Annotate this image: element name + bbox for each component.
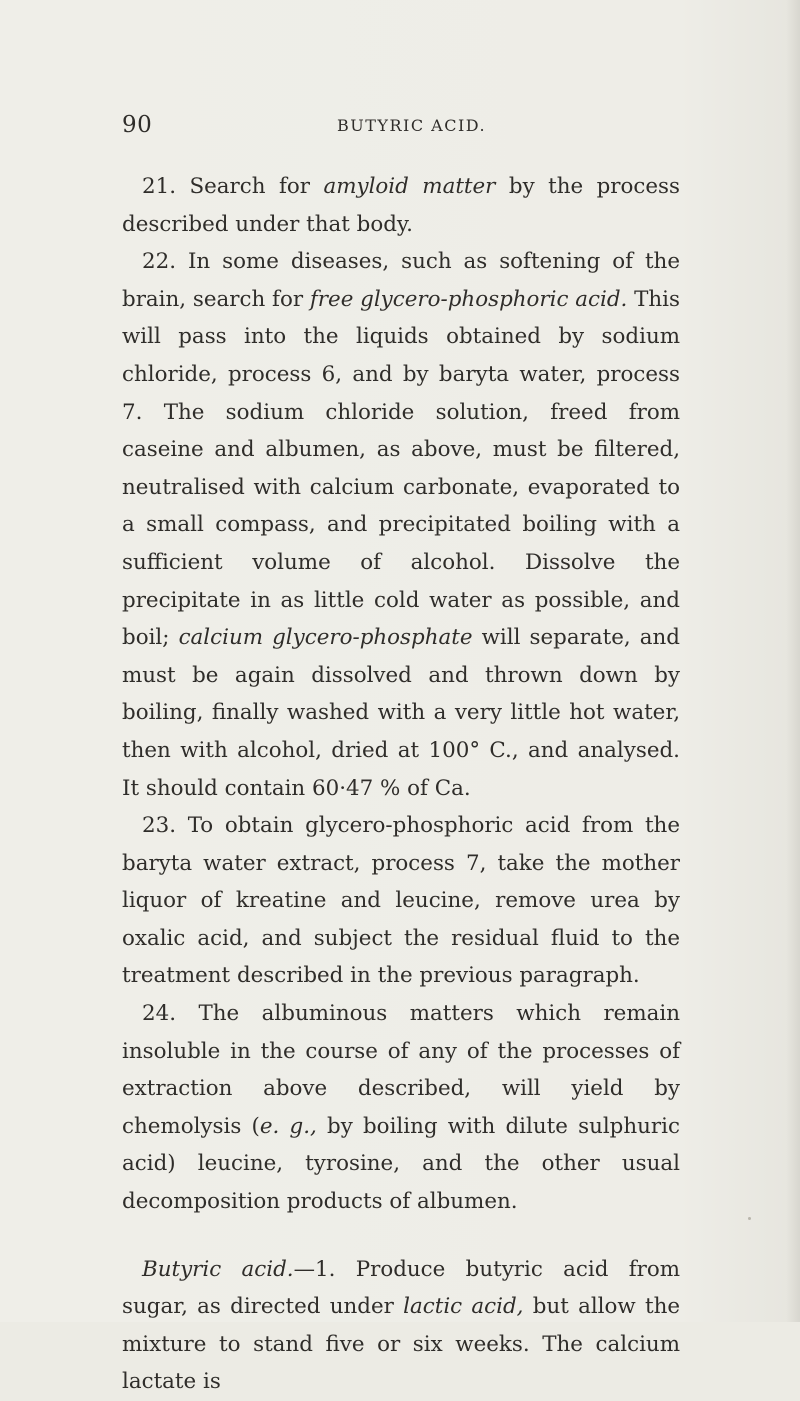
page-edge-shadow [786, 0, 800, 1322]
butyric-acid-text-2: but allow the mixture to stand five or six weeks. The calcium lactate is [122, 1294, 681, 1395]
header-title: BUTYRIC ACID. [337, 116, 487, 135]
page-number: 90 [122, 112, 153, 138]
butyric-acid-text-1: —1. Produce butyric acid from sugar, as directed under [122, 1256, 681, 1320]
paragraph-butyric-acid [122, 1251, 680, 1401]
paragraph-22-italic-1: free glycero-phosphoric acid. [309, 286, 628, 312]
paragraph-22 [122, 243, 680, 807]
body-text [122, 168, 680, 1401]
paragraph-22-text-2: This will pass into the liquids obtained by sodium chloride, process 6, and by baryta water, process 7. The sodium chloride solution, freed from caseine and albumen, as above, must be filtered, neutralised with calcium carbonate, evaporated to a small compass, and precipitated boiling with a sufficient volume of alcohol. Dissolve the precipitate in as little cold water as possible, and boil; [122, 286, 680, 651]
paragraph-24-text-1: 24. The albuminous matters which remain insoluble in the course of any of the processes of extraction above described, will yield by chemolysis ( [122, 1001, 680, 1139]
paragraph-21 [122, 168, 680, 243]
paragraph-22-text-1: 22. In some diseases, such as softening of the brain, search for [122, 249, 680, 312]
paragraph-21-text-2: by the process described under that body. [122, 174, 680, 237]
paragraph-23-text-1: 23. To obtain glycero-phosphoric acid from the baryta water extract, process 7, take the mother liquor of kreatine and leucine, remove urea by oxalic acid, and subject the residual fluid to the treatment described in the previous paragraph. [122, 813, 680, 989]
butyric-acid-heading: Butyric acid. [142, 1256, 294, 1282]
paragraph-24 [122, 995, 680, 1221]
paragraph-23 [122, 807, 680, 995]
paragraph-22-text-3: will separate, and must be again dissolved and thrown down by boiling, finally washed with a very little hot water, then with alcohol, dried at 100° C., and analysed. It should contain 60·47 % of Ca. [122, 625, 680, 801]
paragraph-21-text-1: 21. Search for [142, 174, 324, 199]
paragraph-24-italic-1: e. g., [259, 1113, 317, 1139]
butyric-acid-italic-1: lactic acid, [403, 1294, 524, 1320]
paper-speck [748, 1217, 751, 1220]
running-head [122, 112, 682, 146]
paragraph-22-italic-2: calcium glycero-phosphate [178, 625, 473, 651]
paragraph-21-italic-1: amyloid matter [323, 174, 496, 199]
paragraph-24-text-2: by boiling with dilute sulphuric acid) leucine, tyrosine, and the other usual decomposition products of albumen. [122, 1113, 680, 1215]
